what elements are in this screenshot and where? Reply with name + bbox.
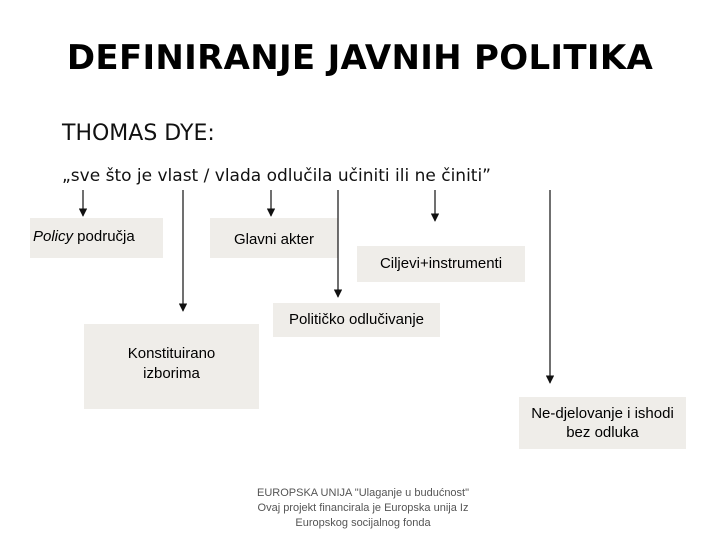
ne-djelovanje-label: Ne-djelovanje i ishodi bez odluka: [531, 404, 674, 441]
konstituirano-label: Konstituirano izborima: [127, 345, 216, 382]
slide-title: DEFINIRANJE JAVNIH POLITIKA: [66, 38, 654, 78]
author-name: THOMAS DYE:: [62, 121, 215, 146]
politicko-label: Političko odlučivanje: [288, 311, 425, 329]
dye-quote: „sve što je vlast / vlada odlučila učiniti ili ne činiti”: [62, 166, 491, 186]
ciljevi-label: Ciljevi+instrumenti: [379, 255, 503, 273]
policy-rest-text: područja: [73, 228, 135, 245]
policy-italic-text: Policy: [33, 228, 74, 245]
eu-footer-note: EUROPSKA UNIJA "Ulaganje u budućnost" Ovaj projekt financirala je Europska unija Iz Europskog socijalnog fonda: [256, 487, 470, 529]
glavni-akter-label: Glavni akter: [233, 231, 315, 249]
